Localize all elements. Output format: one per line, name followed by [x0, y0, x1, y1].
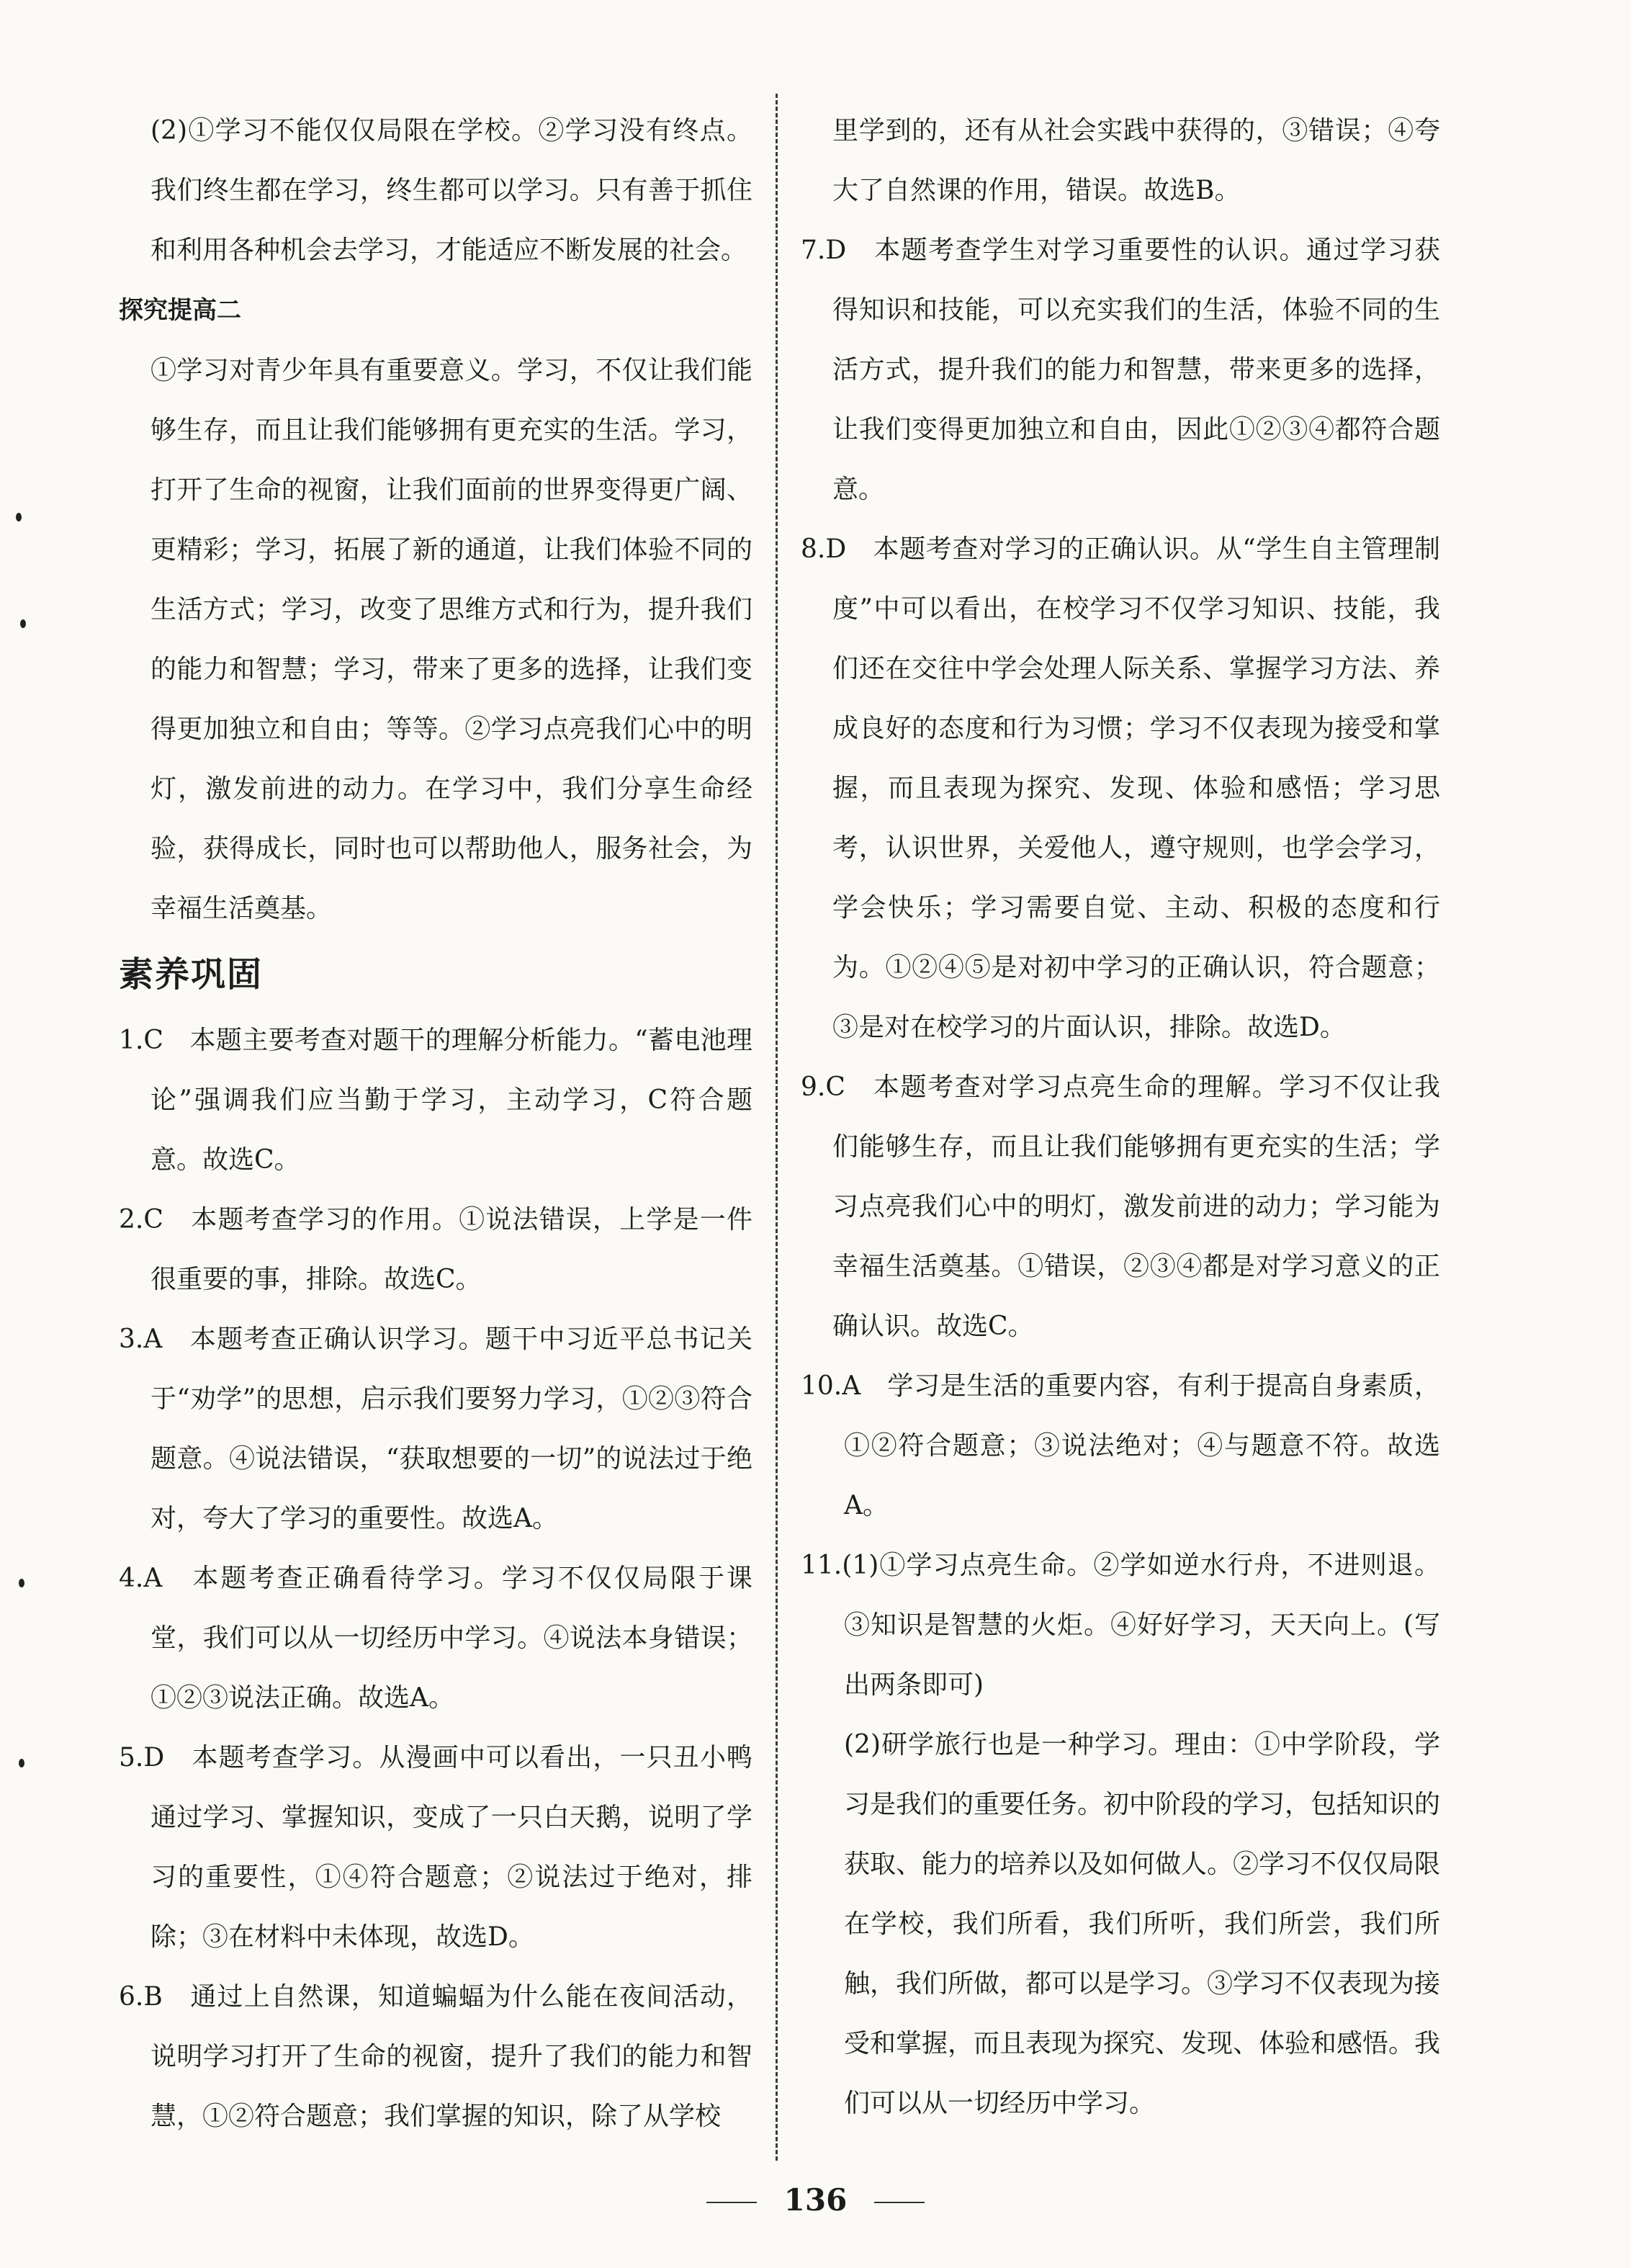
subheading-explore: 探究提高二: [119, 296, 241, 325]
answer-item-9: 9.C 本题考查对学习点亮生命的理解。学习不仅让我们能够生存，而且让我们能够拥有更充实的生活；学习点亮我们心中的明灯，激发前进的动力；学习能为幸福生活奠基。①错误，②③④都是对学习意义的正确认识。故选C。: [801, 1072, 1440, 1341]
answer-item-4: 4.A 本题考查正确看待学习。学习不仅仅局限于课堂，我们可以从一切经历中学习。④说法本身错误；①②③说法正确。故选A。: [119, 1564, 752, 1713]
column-divider: [776, 94, 778, 2161]
footer-dash-left: [706, 2202, 757, 2203]
answer-item-11-part1: 11.(1)①学习点亮生命。②学如逆水行舟，不进则退。③知识是智慧的火炬。④好好学习，天天向上。(写出两条即可): [801, 1551, 1440, 1700]
page-footer: [0, 2182, 1631, 2218]
paragraph-explore: ①学习对青少年具有重要意义。学习，不仅让我们能够生存，而且让我们能够拥有更充实的生活。学习，打开了生命的视窗，让我们面前的世界变得更广阔、更精彩；学习，拓展了新的通道，让我们体验不同的生活方式；学习，改变了思维方式和行为，提升我们的能力和智慧；学习，带来了更多的选择，让我们变得更加独立和自由；等等。②学习点亮我们心中的明灯，激发前进的动力。在学习中，我们分享生命经验，获得成长，同时也可以帮助他人，服务社会，为幸福生活奠基。: [150, 356, 752, 923]
binding-mark: [19, 1579, 24, 1587]
paragraph-top: (2)①学习不能仅仅局限在学校。②学习没有终点。我们终生都在学习，终生都可以学习。只有善于抓住和利用各种机会去学习，才能适应不断发展的社会。: [150, 116, 752, 265]
section-title: 素养巩固: [119, 954, 264, 995]
answer-item-7: 7.D 本题考查学生对学习重要性的认识。通过学习获得知识和技能，可以充实我们的生活，体验不同的生活方式，提升我们的能力和智慧，带来更多的选择，让我们变得更加独立和自由，因此①②③④都符合题意。: [801, 236, 1440, 504]
right-column: [801, 101, 1440, 2133]
answer-item-3: 3.A 本题考查正确认识学习。题干中习近平总书记关于“劝学”的思想，启示我们要努力学习，①②③符合题意。④说法错误，“获取想要的一切”的说法过于绝对，夸大了学习的重要性。故选A。: [119, 1325, 752, 1533]
answer-item-8: 8.D 本题考查对学习的正确认识。从“学生自主管理制度”中可以看出，在校学习不仅学习知识、技能，我们还在交往中学会处理人际关系、掌握学习方法、养成良好的态度和行为习惯；学习不仅表现为接受和掌握，而且表现为探究、发现、体验和感悟；学习思考，认识世界，关爱他人，遵守规则，也学会学习，学会快乐；学习需要自觉、主动、积极的态度和行为。①②④⑤是对初中学习的正确认识，符合题意；③是对在校学习的片面认识，排除。故选D。: [801, 534, 1440, 1042]
answer-item-2: 2.C 本题考查学习的作用。①说法错误，上学是一件很重要的事，排除。故选C。: [119, 1205, 752, 1294]
answer-item-5: 5.D 本题考查学习。从漫画中可以看出，一只丑小鸭通过学习、掌握知识，变成了一只白天鹅，说明了学习的重要性，①④符合题意；②说法过于绝对，排除；③在材料中未体现，故选D。: [119, 1743, 752, 1952]
answer-item-6-continued: 里学到的，还有从社会实践中获得的，③错误；④夸大了自然课的作用，错误。故选B。: [832, 116, 1440, 205]
answer-item-11-part2: (2)研学旅行也是一种学习。理由：①中学阶段，学习是我们的重要任务。初中阶段的学习，包括知识的获取、能力的培养以及如何做人。②学习不仅仅局限在学校，我们所看，我们所听，我们所尝，我们所触，我们所做，都可以是学习。③学习不仅表现为接受和掌握，而且表现为探究、发现、体验和感悟。我们可以从一切经历中学习。: [844, 1730, 1441, 2118]
page-number: 136: [783, 2182, 848, 2218]
left-column: [119, 101, 752, 2146]
binding-mark: [16, 513, 22, 521]
binding-mark: [20, 619, 26, 628]
binding-mark: [19, 1759, 24, 1767]
footer-dash-right: [874, 2202, 925, 2203]
answer-item-10: 10.A 学习是生活的重要内容，有利于提高自身素质，①②符合题意；③说法绝对；④与题意不符。故选A。: [801, 1371, 1440, 1520]
answer-item-1: 1.C 本题主要考查对题干的理解分析能力。“蓄电池理论”强调我们应当勤于学习，主动学习，C符合题意。故选C。: [119, 1026, 752, 1175]
answer-item-6: 6.B 通过上自然课，知道蝙蝠为什么能在夜间活动，说明学习打开了生命的视窗，提升了我们的能力和智慧，①②符合题意；我们掌握的知识，除了从学校: [119, 1982, 752, 2131]
